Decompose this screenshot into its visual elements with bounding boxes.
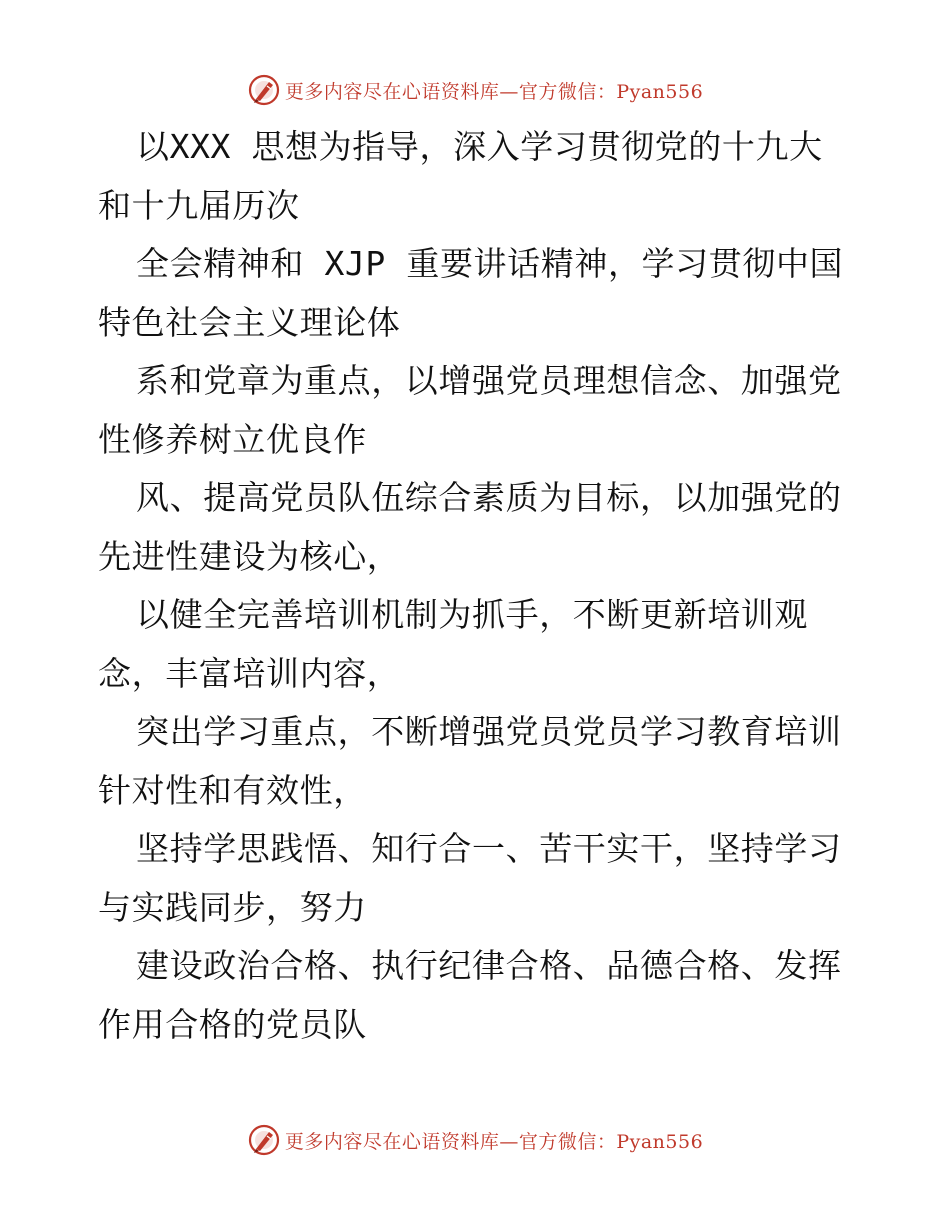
quill-pen-seal-icon xyxy=(247,73,281,107)
footer-watermark-text: 更多内容尽在心语资料库—官方微信：Pyan556 xyxy=(284,1130,704,1153)
text-line: 坚持学思践悟、知行合一、苦干实干，坚持学习 xyxy=(136,829,842,868)
document-body xyxy=(98,118,868,1054)
text-line: 系和党章为重点，以增强党员理想信念、加强党 xyxy=(136,361,842,400)
text-line: 先进性建设为核心， xyxy=(98,536,401,576)
text-line: 以XXX 思想为指导，深入学习贯彻党的十九大 xyxy=(136,127,823,166)
text-line: 与实践同步，努力 xyxy=(98,887,367,927)
text-line: 特色社会主义理论体 xyxy=(98,302,401,342)
text-line: 全会精神和 XJP 重要讲话精神，学习贯彻中国 xyxy=(136,244,844,283)
text-line: 突出学习重点，不断增强党员党员学习教育培训 xyxy=(136,712,842,751)
text-line: 风、提高党员队伍综合素质为目标，以加强党的 xyxy=(136,478,842,517)
text-line: 针对性和有效性， xyxy=(98,770,367,810)
text-line: 作用合格的党员队 xyxy=(98,1004,367,1044)
text-line: 念，丰富培训内容， xyxy=(98,653,401,693)
footer-watermark-banner xyxy=(0,1120,950,1160)
text-line: 性修养树立优良作 xyxy=(98,419,367,459)
text-line: 以健全完善培训机制为抓手，不断更新培训观 xyxy=(136,595,808,634)
text-line: 和十九届历次 xyxy=(98,185,300,225)
header-watermark-text: 更多内容尽在心语资料库—官方微信：Pyan556 xyxy=(284,80,704,103)
text-line: 建设政治合格、执行纪律合格、品德合格、发挥 xyxy=(136,946,842,985)
quill-pen-seal-icon xyxy=(247,1123,281,1157)
header-watermark-banner xyxy=(0,70,950,110)
